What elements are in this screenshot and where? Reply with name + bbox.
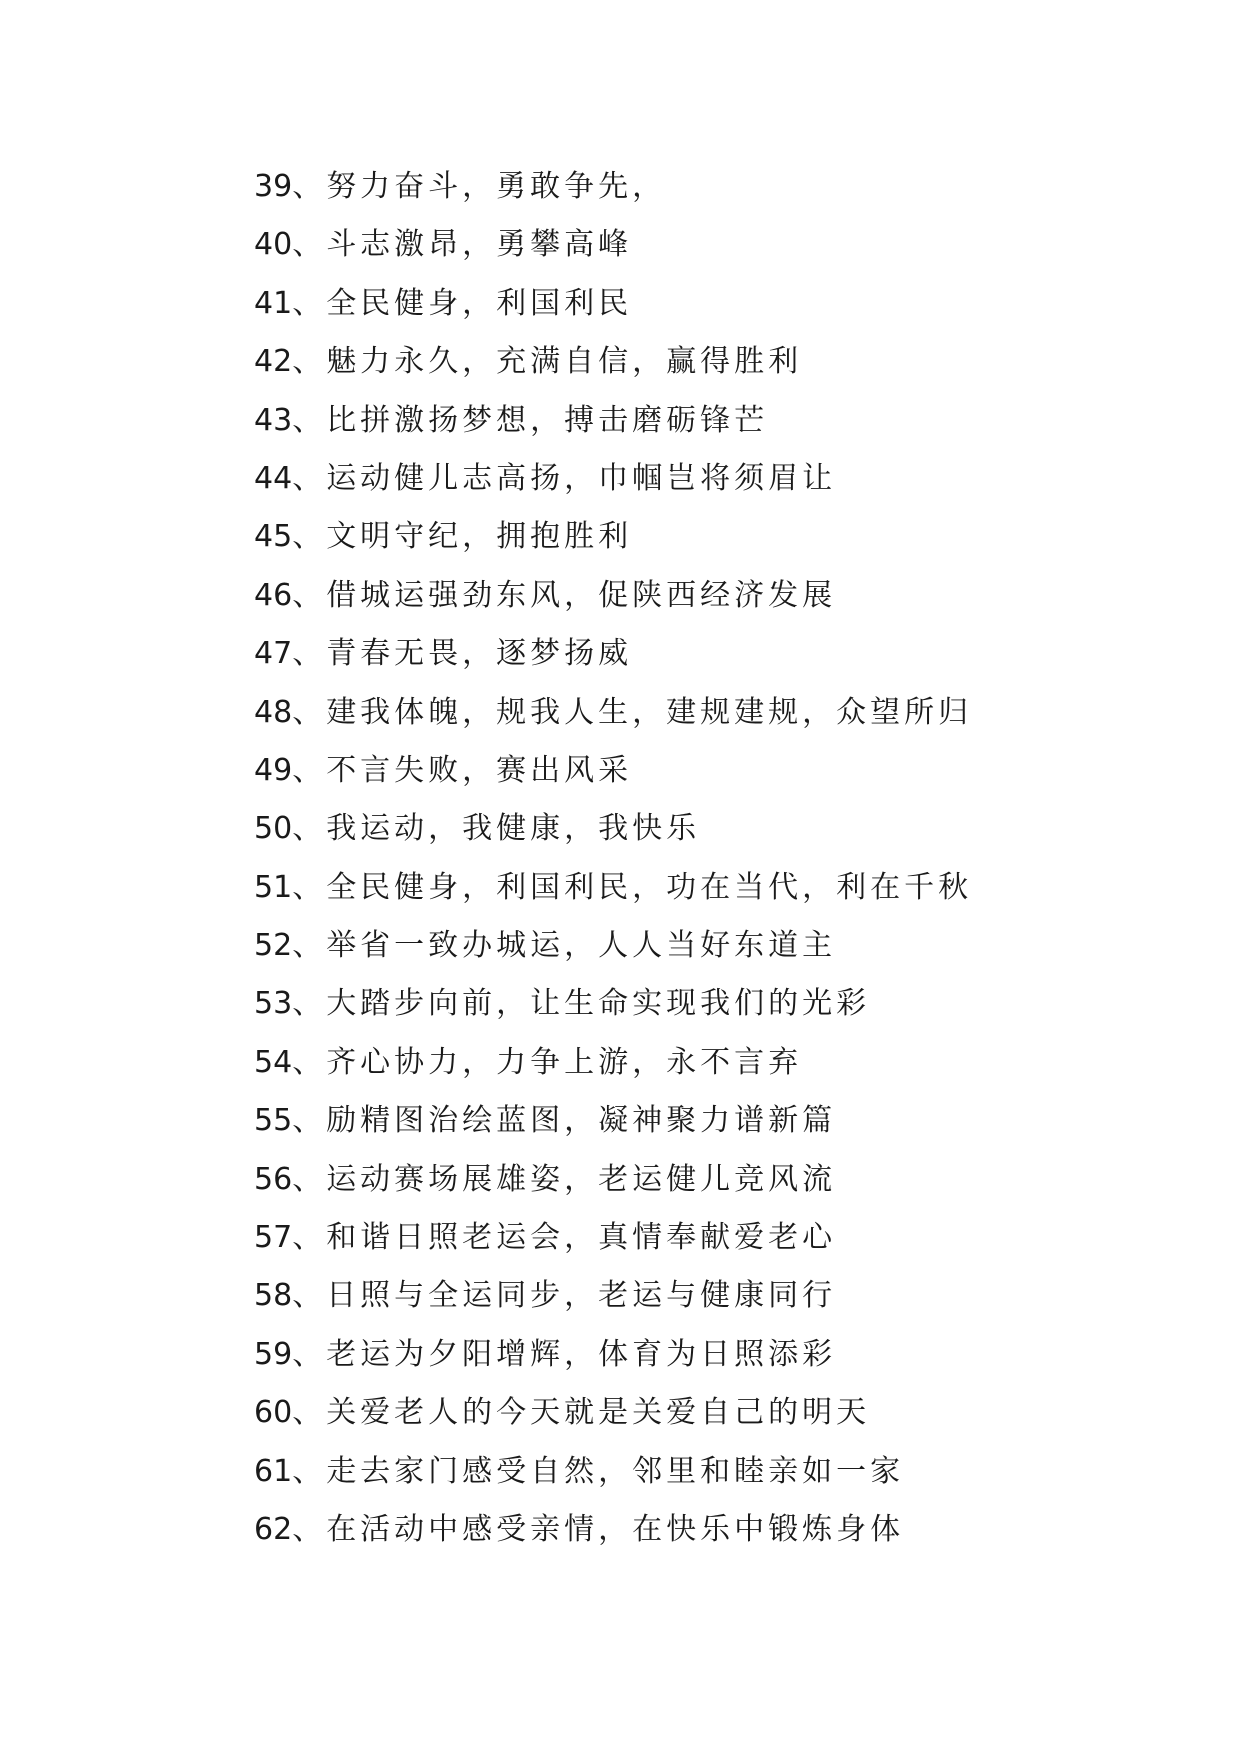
list-item xyxy=(254,216,972,274)
item-separator: 、 xyxy=(292,285,327,321)
list-item xyxy=(254,859,972,917)
item-separator: 、 xyxy=(292,869,327,905)
item-number: 54 xyxy=(254,1044,293,1080)
item-text: 走去家门感受自然，邻里和睦亲如一家 xyxy=(326,1453,905,1489)
item-text: 运动健儿志高扬，巾帼岂将须眉让 xyxy=(326,460,837,496)
item-separator: 、 xyxy=(292,1336,327,1372)
item-text: 老运为夕阳增辉，体育为日照添彩 xyxy=(326,1336,837,1372)
item-number: 46 xyxy=(254,577,293,613)
list-item xyxy=(254,625,972,683)
item-number: 40 xyxy=(254,227,293,263)
item-number: 59 xyxy=(254,1336,293,1372)
item-separator: 、 xyxy=(292,1278,327,1314)
item-text: 斗志激昂，勇攀高峰 xyxy=(326,227,633,263)
list-item xyxy=(254,917,972,975)
item-number: 55 xyxy=(254,1103,293,1139)
item-separator: 、 xyxy=(292,344,327,380)
item-separator: 、 xyxy=(292,928,327,964)
item-text: 关爱老人的今天就是关爱自己的明天 xyxy=(326,1395,871,1431)
item-text: 和谐日照老运会，真情奉献爱老心 xyxy=(326,1220,837,1256)
item-text: 比拼激扬梦想，搏击磨砺锋芒 xyxy=(326,402,769,438)
item-text: 举省一致办城运，人人当好东道主 xyxy=(326,928,837,964)
item-number: 60 xyxy=(254,1395,293,1431)
slogan-list xyxy=(254,158,972,1559)
list-item xyxy=(254,450,972,508)
item-number: 50 xyxy=(254,811,293,847)
item-number: 62 xyxy=(254,1511,293,1547)
item-text: 全民健身，利国利民，功在当代，利在千秋 xyxy=(326,869,973,905)
list-item xyxy=(254,333,972,391)
item-number: 57 xyxy=(254,1220,293,1256)
item-text: 借城运强劲东风，促陕西经济发展 xyxy=(326,577,837,613)
item-text: 不言失败，赛出风采 xyxy=(326,752,633,788)
item-separator: 、 xyxy=(292,636,327,672)
item-number: 56 xyxy=(254,1161,293,1197)
item-separator: 、 xyxy=(292,1161,327,1197)
item-separator: 、 xyxy=(292,169,327,204)
item-text: 建我体魄，规我人生，建规建规，众望所归 xyxy=(326,694,973,730)
item-number: 52 xyxy=(254,928,293,964)
list-item xyxy=(254,742,972,800)
list-item xyxy=(254,392,972,450)
item-number: 41 xyxy=(254,285,293,321)
item-separator: 、 xyxy=(292,402,327,438)
list-item xyxy=(254,158,972,216)
item-separator: 、 xyxy=(292,811,327,847)
item-separator: 、 xyxy=(292,752,327,788)
item-number: 61 xyxy=(254,1453,293,1489)
item-text: 努力奋斗，勇敢争先， xyxy=(326,169,667,204)
item-text: 魅力永久，充满自信，赢得胜利 xyxy=(326,344,803,380)
item-text: 日照与全运同步，老运与健康同行 xyxy=(326,1278,837,1314)
item-separator: 、 xyxy=(292,577,327,613)
list-item xyxy=(254,1501,972,1559)
list-item xyxy=(254,1034,972,1092)
list-item xyxy=(254,1151,972,1209)
item-number: 53 xyxy=(254,986,293,1022)
item-text: 文明守纪，拥抱胜利 xyxy=(326,519,633,555)
list-item xyxy=(254,1209,972,1267)
item-separator: 、 xyxy=(292,460,327,496)
item-separator: 、 xyxy=(292,1220,327,1256)
list-item xyxy=(254,800,972,858)
item-number: 48 xyxy=(254,694,293,730)
item-text: 励精图治绘蓝图，凝神聚力谱新篇 xyxy=(326,1103,837,1139)
item-text: 大踏步向前，让生命实现我们的光彩 xyxy=(326,986,871,1022)
item-number: 44 xyxy=(254,460,293,496)
item-text: 青春无畏，逐梦扬威 xyxy=(326,636,633,672)
item-separator: 、 xyxy=(292,519,327,555)
item-separator: 、 xyxy=(292,1103,327,1139)
item-number: 47 xyxy=(254,636,293,672)
list-item xyxy=(254,1384,972,1442)
list-item xyxy=(254,1443,972,1501)
list-item xyxy=(254,275,972,333)
item-number: 42 xyxy=(254,344,293,380)
item-number: 58 xyxy=(254,1278,293,1314)
item-separator: 、 xyxy=(292,986,327,1022)
item-text: 运动赛场展雄姿，老运健儿竞风流 xyxy=(326,1161,837,1197)
list-item xyxy=(254,684,972,742)
item-text: 全民健身，利国利民 xyxy=(326,285,633,321)
item-separator: 、 xyxy=(292,694,327,730)
item-text: 我运动，我健康，我快乐 xyxy=(326,811,701,847)
item-separator: 、 xyxy=(292,1453,327,1489)
list-item xyxy=(254,1326,972,1384)
item-number: 43 xyxy=(254,402,293,438)
list-item xyxy=(254,508,972,566)
list-item xyxy=(254,567,972,625)
item-separator: 、 xyxy=(292,1044,327,1080)
item-number: 45 xyxy=(254,519,293,555)
item-text: 齐心协力，力争上游，永不言弃 xyxy=(326,1044,803,1080)
item-number: 49 xyxy=(254,752,293,788)
item-number: 39 xyxy=(254,169,293,204)
list-item xyxy=(254,1267,972,1325)
item-separator: 、 xyxy=(292,227,327,263)
item-text: 在活动中感受亲情，在快乐中锻炼身体 xyxy=(326,1511,905,1547)
list-item xyxy=(254,975,972,1033)
list-item xyxy=(254,1092,972,1150)
item-separator: 、 xyxy=(292,1395,327,1431)
item-number: 51 xyxy=(254,869,293,905)
item-separator: 、 xyxy=(292,1511,327,1547)
